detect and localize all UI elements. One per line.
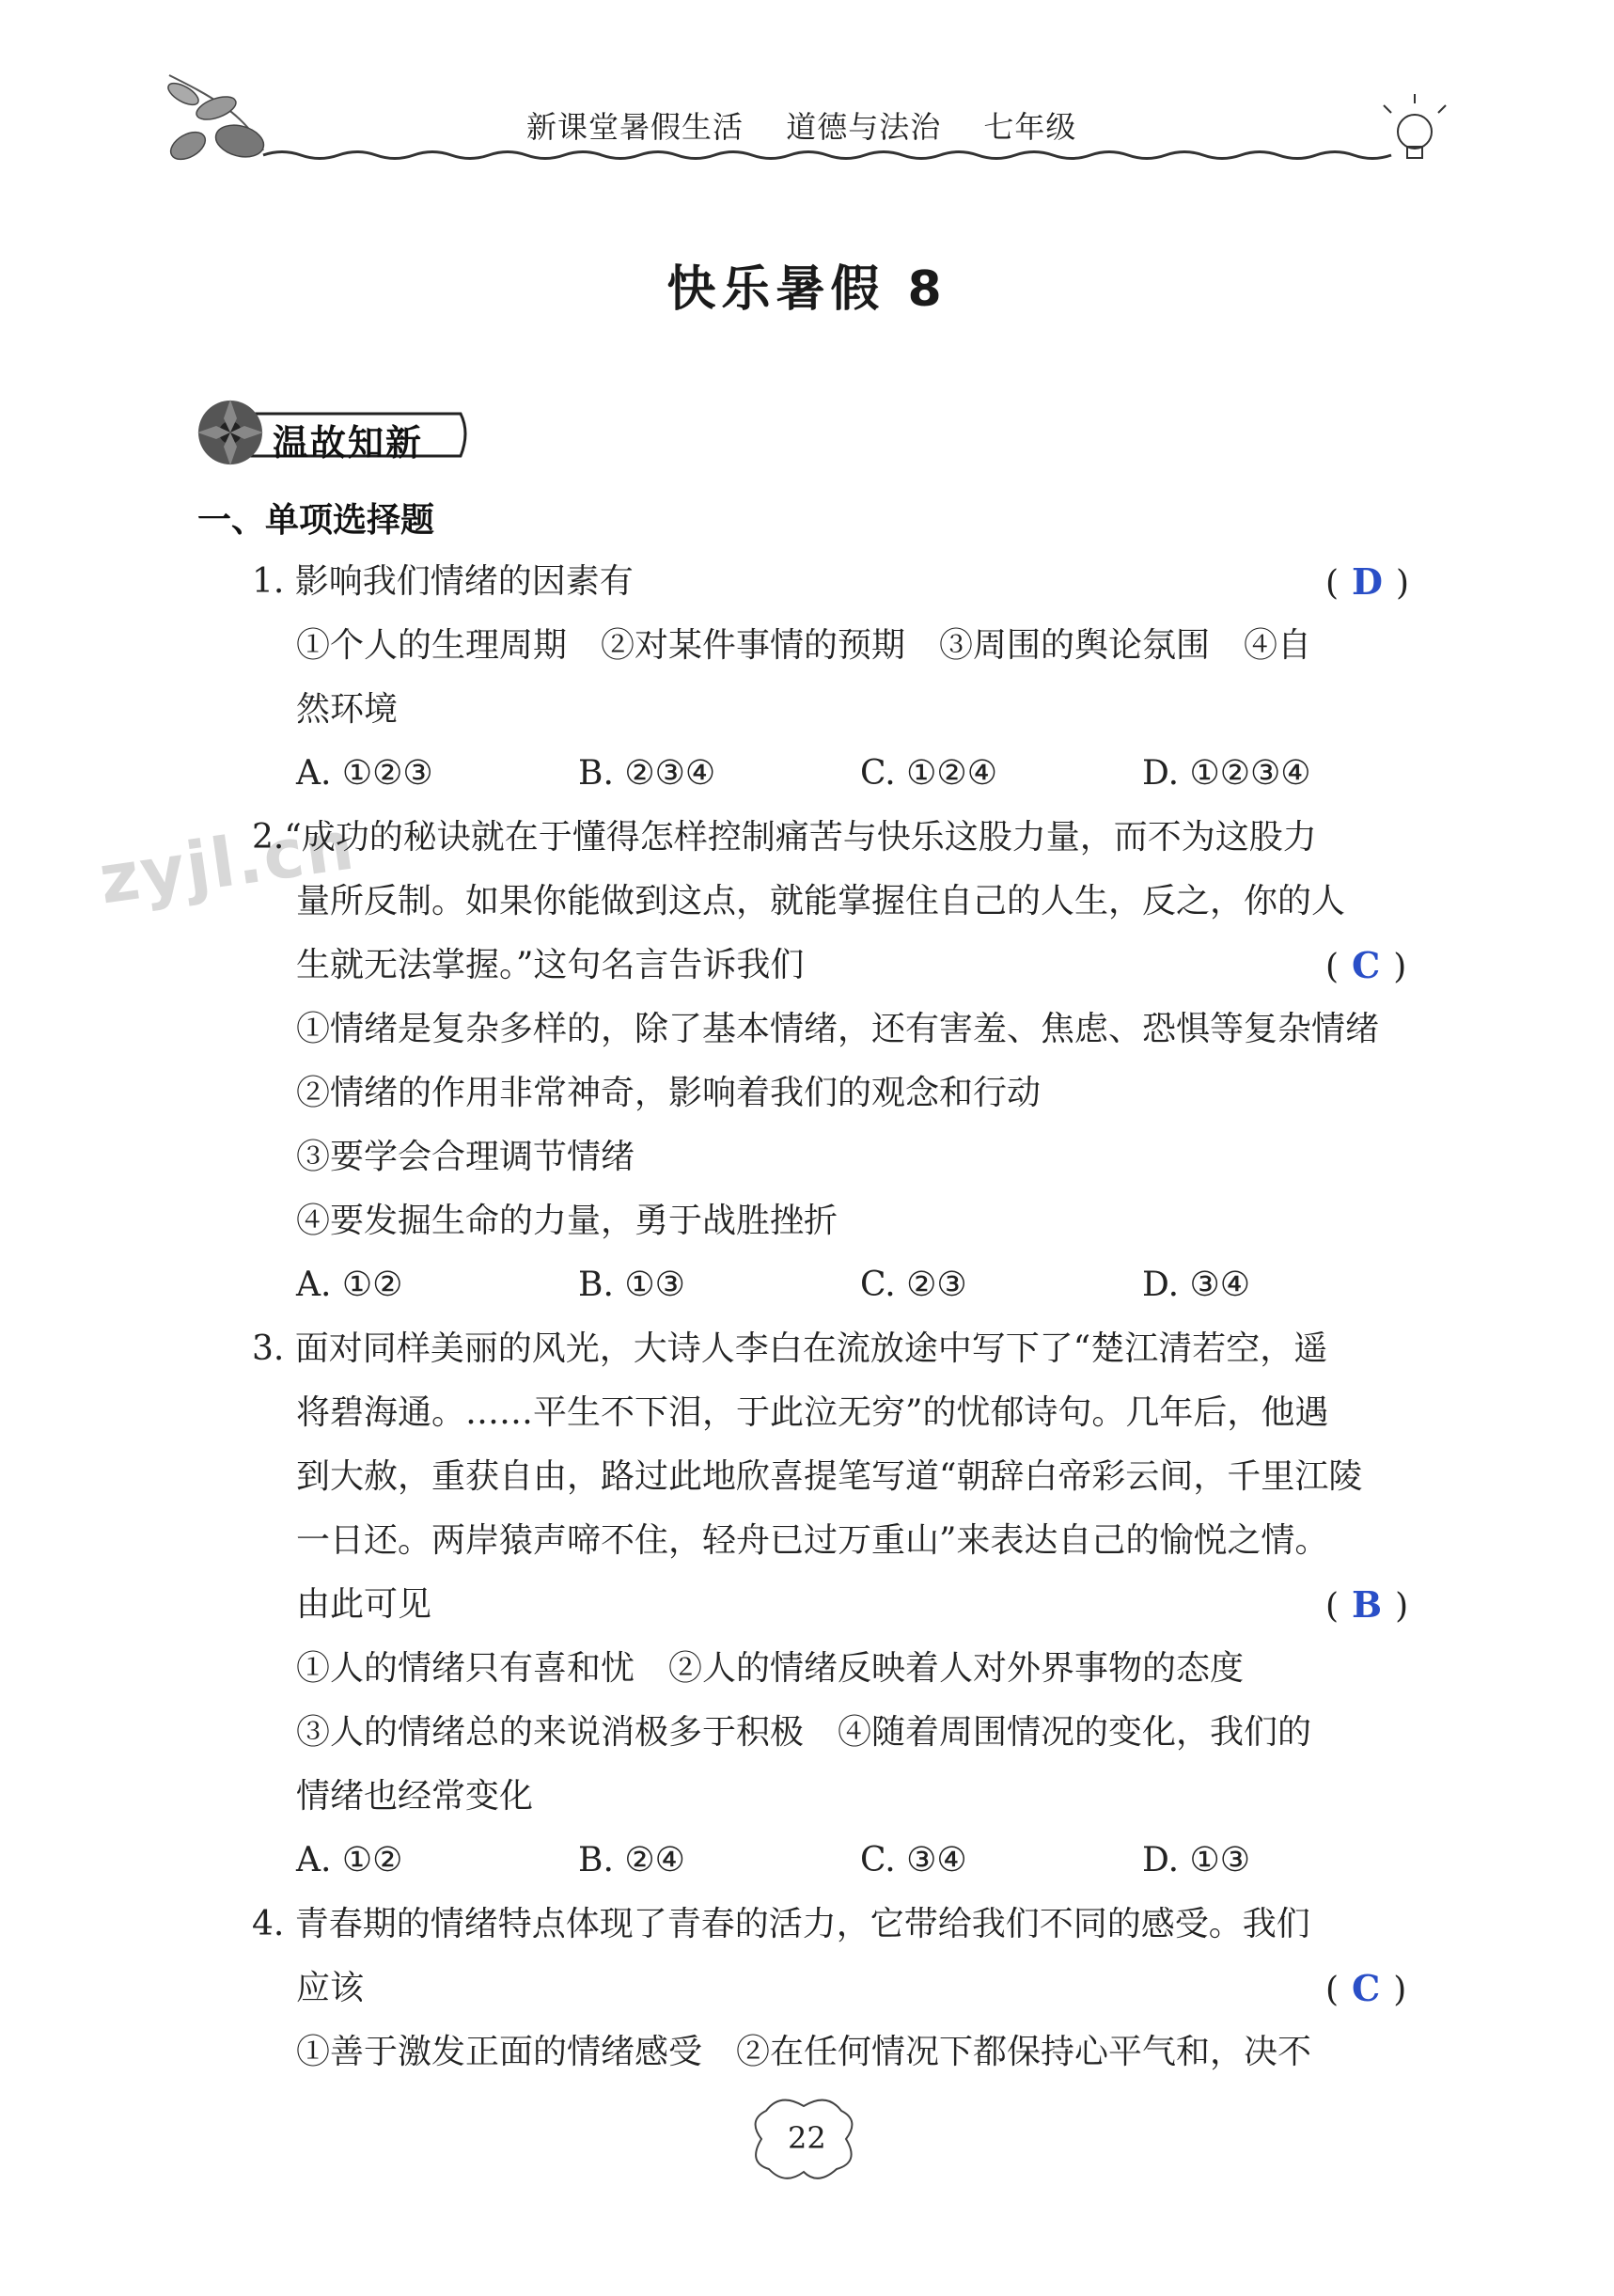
book-name: 新课堂暑假生活 (526, 109, 744, 145)
question-text: 3. 面对同样美丽的风光，大诗人李白在流放途中写下了“楚江清若空，遥 (252, 1329, 1328, 1368)
option-d: D. ③④ (1142, 1266, 1251, 1304)
item-line: ①个人的生理周期 ②对某件事情的预期 ③周围的舆论氛围 ④自 (296, 626, 1312, 665)
question-text: 到大赦，重获自由，路过此地欣喜提笔写道“朝辞白帝彩云间，千里江陵 (296, 1457, 1363, 1496)
page-number: 22 (788, 2120, 826, 2156)
lightbulb-icon (1384, 94, 1446, 158)
answer-bracket: ( C ) (1325, 944, 1407, 986)
option-d: D. ①③ (1142, 1841, 1251, 1879)
item-line: ③人的情绪总的来说消极多于积极 ④随着周围情况的变化，我们的 (296, 1713, 1312, 1752)
page-title: 快乐暑假 8 (666, 261, 948, 318)
question-text: 1. 影响我们情绪的因素有 (252, 562, 634, 601)
option-a: A. ①② (296, 1841, 403, 1879)
option-c: C. ③④ (860, 1841, 967, 1879)
question-text: 将碧海通。……平生不下泪，于此泣无穷”的忧郁诗句。几年后，他遇 (296, 1393, 1329, 1432)
item-line: ①人的情绪只有喜和忧 ②人的情绪反映着人对外界事物的态度 (296, 1649, 1245, 1688)
question-text: 应该 (296, 1969, 365, 2007)
badge-label: 温故知新 (273, 421, 424, 464)
answer-bracket: ( B ) (1325, 1583, 1409, 1626)
watermark: zyjl.cn (94, 805, 361, 920)
option-c: C. ①②④ (860, 754, 997, 793)
item-line: ①善于激发正面的情绪感受 ②在任何情况下都保持心平气和，决不 (296, 2033, 1312, 2071)
question-text: 生就无法掌握。”这句名言告诉我们 (296, 946, 805, 984)
answer-bracket: ( D ) (1325, 560, 1410, 603)
item-line: ④要发掘生命的力量，勇于战胜挫折 (296, 1202, 838, 1240)
item-line: 情绪也经常变化 (296, 1777, 534, 1816)
grade-name: 七年级 (983, 109, 1077, 145)
running-header (526, 103, 1108, 147)
option-b: B. ②③④ (578, 754, 716, 793)
option-c: C. ②③ (860, 1266, 967, 1304)
item-line: ②情绪的作用非常神奇，影响着我们的观念和行动 (296, 1074, 1042, 1112)
item-line: 然环境 (296, 690, 399, 729)
answer: D (1352, 560, 1383, 603)
question-text: 2.“成功的秘诀就在于懂得怎样控制痛苦与快乐这股力量，而不为这股力 (252, 818, 1317, 857)
item-line: ③要学会合理调节情绪 (296, 1138, 635, 1176)
flower-branch-icon (165, 75, 267, 165)
item-line: ①情绪是复杂多样的，除了基本情绪，还有害羞、焦虑、恐惧等复杂情绪 (296, 1010, 1380, 1048)
section-title: 一、单项选择题 (197, 501, 435, 540)
subject-name: 道德与法治 (786, 109, 942, 145)
option-d: D. ①②③④ (1142, 754, 1311, 793)
answer: B (1352, 1583, 1383, 1626)
answer: C (1352, 944, 1381, 986)
wavy-line (263, 152, 1391, 159)
question-text: 一日还。两岸猿声啼不住，轻舟已过万重山”来表达自己的愉悦之情。 (296, 1521, 1329, 1560)
answer-bracket: ( C ) (1325, 1967, 1407, 2009)
answer: C (1352, 1967, 1381, 2009)
question-text: 量所反制。如果你能做到这点，就能掌握住自己的人生，反之，你的人 (296, 882, 1346, 920)
option-a: A. ①②③ (296, 754, 433, 793)
option-a: A. ①② (296, 1266, 403, 1304)
option-b: B. ①③ (578, 1266, 685, 1304)
option-b: B. ②④ (578, 1841, 685, 1879)
question-text: 4. 青春期的情绪特点体现了青春的活力，它带给我们不同的感受。我们 (252, 1905, 1310, 1943)
question-text: 由此可见 (296, 1585, 432, 1624)
